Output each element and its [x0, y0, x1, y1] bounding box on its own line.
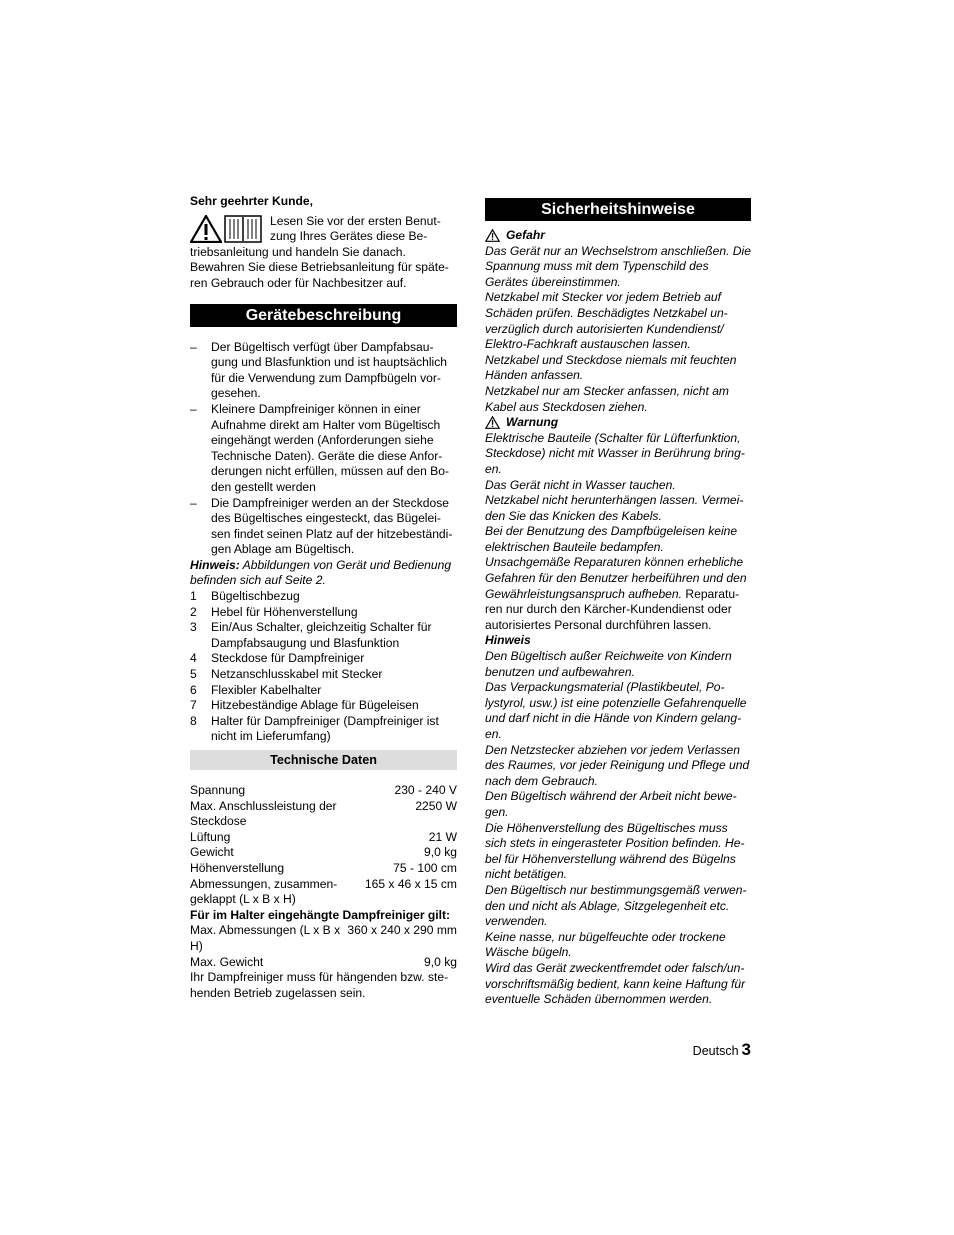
hint-text: Abbildungen von Gerät und Bedienung befinden sich auf Seite 2.	[190, 557, 452, 588]
warning-triangle-icon	[190, 215, 222, 243]
footer-language: Deutsch	[692, 1044, 739, 1058]
hint-label: Hinweis:	[190, 557, 240, 572]
list-item: – Die Dampfreiniger werden an der Steckdose des Bügeltisches eingesteckt, das Bügelei-sen findet seinen Platz auf der hitzebeständi-gen Ablage am Bügeltisch.	[190, 495, 453, 557]
warning-label: Warnung	[506, 415, 559, 430]
danger-text: Das Gerät nur an Wechselstrom anschließen. Die Spannung muss mit dem Typenschild des Gerätes übereinstimmen. Netzkabel mit Stecker vor jedem Betrieb auf Schäden prüfen. Beschädigtes Netzkabel un-verzüglich durch autorisierten Kundendienst/ Elektro-Fachkraft austauschen lassen. Netzkabel und Steckdose niemals mit feuchten Händen anfassen. Netzkabel nur am Stecker anfassen, nicht am Kabel aus Steckdosen ziehen.	[485, 243, 751, 414]
description-list	[190, 340, 457, 558]
list-item: – Kleinere Dampfreiniger können in einer Aufnahme direkt am Halter vom Bügeltisch eingehängt werden (Anforderungen siehe Technische Daten). Geräte die diese Anfor-derungen nicht erfüllen, müssen auf den Bo-den gestellt werden	[190, 401, 449, 494]
table-row: Spannung 230 - 240 V	[190, 783, 457, 797]
table-row: Gewicht 9,0 kg	[190, 845, 457, 860]
closing-text: Ihr Dampfreiniger muss für hängenden bzw. ste-henden Betrieb zugelassen sein.	[190, 970, 449, 1000]
danger-heading	[485, 228, 751, 244]
list-item: – Der Bügeltisch verfügt über Dampfabsau-gung und Blasfunktion und ist hauptsächlich für die Verwendung zum Dampfbügeln vor-gesehen.	[190, 339, 447, 401]
page-number: 3	[741, 1040, 751, 1059]
left-column	[190, 194, 457, 1001]
list-item: 7 Hitzebeständige Ablage für Bügeleisen	[190, 698, 419, 713]
list-item: 6 Flexibler Kabelhalter	[190, 682, 322, 697]
note-label: Hinweis	[485, 633, 531, 648]
warning-text: Elektrische Bauteile (Schalter für Lüfterfunktion, Steckdose) nicht mit Wasser in Berührung bring-en. Das Gerät nicht in Wasser tauchen. Netzkabel nicht herunterhängen lassen. Vermei-den Sie das Knicken des Kabels. Bei der Benutzung des Dampfbügeleisen keine elektrischen Bauteile bedampfen.	[485, 430, 745, 554]
right-column	[485, 194, 751, 1008]
danger-label: Gefahr	[506, 228, 545, 242]
greeting: Sehr geehrter Kunde,	[190, 194, 313, 208]
manual-book-icon	[224, 215, 262, 243]
warning-triangle-icon	[485, 416, 500, 429]
table-row: Abmessungen, zusammen-geklappt (L x B x H) 165 x 46 x 15 cm	[190, 876, 457, 907]
repair-paragraph: Unsachgemäße Reparaturen können erhebliche Gefahren für den Benutzer herbeiführen und den Gewährleistungsanspruch aufheben. Reparatu-ren nur durch den Kärcher-Kundendienst oder autorisiertes Personal durchführen lassen.	[485, 555, 747, 632]
table-row: Höhenverstellung 75 - 100 cm	[190, 860, 457, 875]
spec-table	[190, 783, 457, 970]
table-row: Lüftung 21 W	[190, 829, 457, 844]
warning-heading	[485, 415, 751, 431]
holder-title: Für im Halter eingehängte Dampfreiniger gilt:	[190, 907, 451, 922]
table-row: Max. Abmessungen (L x B x H) 360 x 240 x 290 mm	[190, 923, 457, 953]
section-title-geraetebeschreibung: Gerätebeschreibung	[190, 304, 457, 327]
list-item: 3 Ein/Aus Schalter, gleichzeitig Schalter für Dampfabsaugung und Blasfunktion	[190, 620, 432, 650]
list-item: 4 Steckdose für Dampfreiniger	[190, 651, 365, 666]
note-text: Den Bügeltisch außer Reichweite von Kindern benutzen und aufbewahren. Das Verpackungsmaterial (Plastikbeutel, Po-lystyrol, usw.) ist eine potenzielle Gefahrenquelle und darf nicht in die Hände von Kindern gelang-en. Den Netzstecker abziehen vor jedem Verlassen des Raumes, vor jeder Reinigung und Pflege und nach dem Gebrauch. Den Bügeltisch während der Arbeit nicht bewe-gen. Die Höhenverstellung des Bügeltisches muss sich stets in eingerasteter Position befinden. He-bel für Höhenverstellung während des Bügelns nicht betätigen. Den Bügeltisch nur bestimmungsgemäß verwen-den und nicht als Ablage, Sitzgelegenheit etc. verwenden. Keine nasse, nur bügelfeuchte oder trockene Wäsche bügeln. Wird das Gerät zweckentfremdet oder falsch/un-vorschriftsmäßig bedient, kann keine Haftung für eventuelle Schäden übernommen werden.	[485, 649, 750, 1007]
table-row: Max. Anschlussleistung der Steckdose 2250 W	[190, 798, 457, 829]
list-item: 2 Hebel für Höhenverstellung	[190, 604, 358, 619]
list-item: 8 Halter für Dampfreiniger (Dampfreiniger ist nicht im Lieferumfang)	[190, 713, 439, 744]
page-footer	[693, 1040, 751, 1060]
hint-paragraph	[190, 558, 457, 589]
list-item: 1 Bügeltischbezug	[190, 589, 300, 604]
parts-list	[190, 589, 457, 745]
tech-data-title: Technische Daten	[190, 750, 457, 770]
table-row: Max. Gewicht 9,0 kg	[190, 954, 457, 969]
intro-icons	[190, 215, 264, 243]
list-item: 5 Netzanschlusskabel mit Stecker	[190, 667, 383, 682]
table-row	[190, 908, 457, 924]
section-title-sicherheitshinweise: Sicherheitshinweise	[485, 198, 751, 221]
intro-text: Lesen Sie vor der ersten Benut-zung Ihres Gerätes diese Be-triebsanleitung und handeln Sie danach. Bewahren Sie diese Betriebsanleitung für späte-ren Gebrauch oder für Nachbesitzer auf.	[190, 213, 449, 290]
warning-triangle-icon	[485, 229, 500, 242]
